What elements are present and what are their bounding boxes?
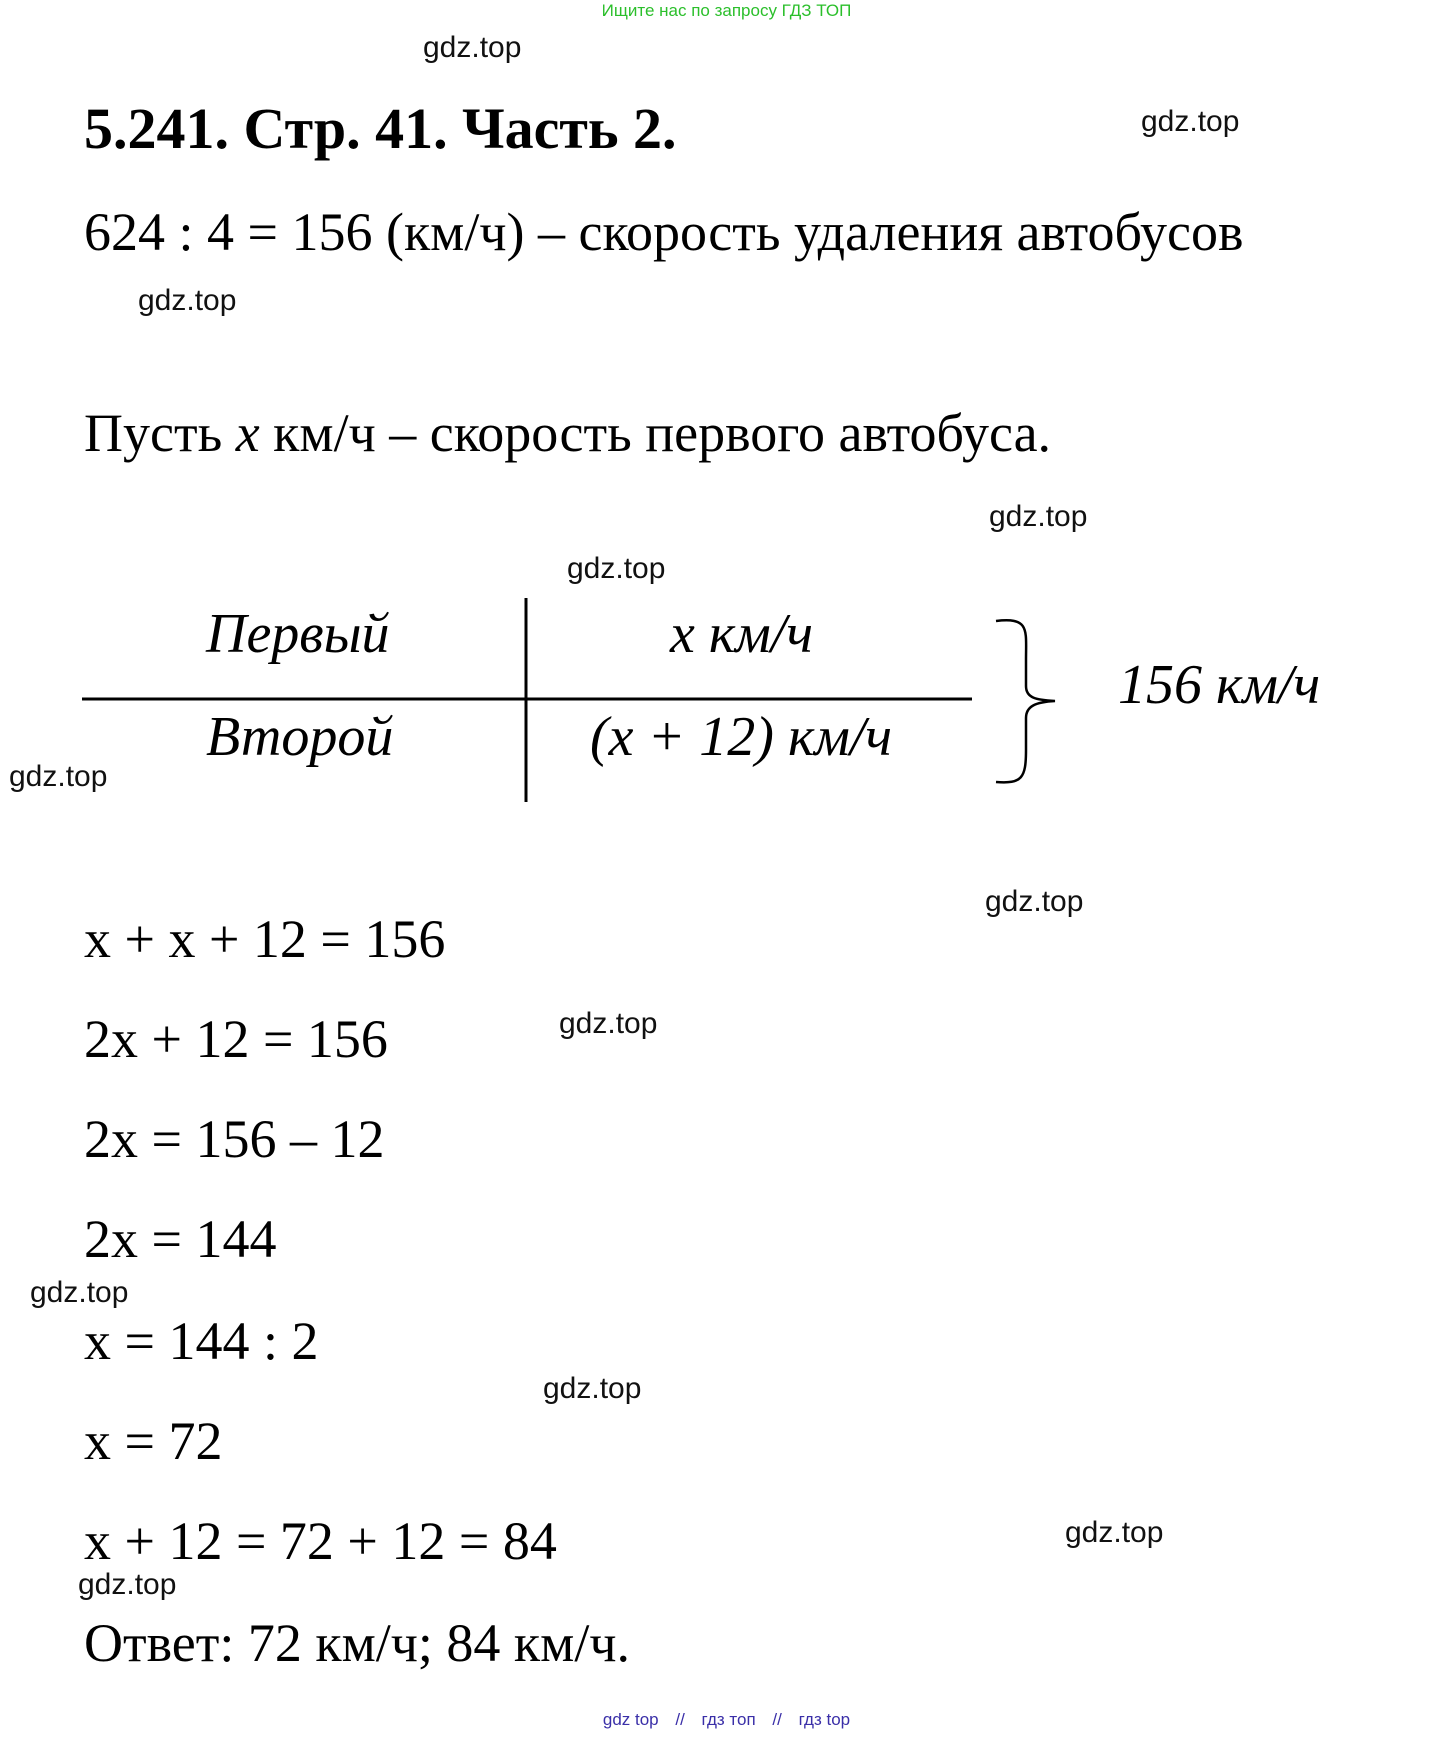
table-row-value-first: x км/ч xyxy=(670,603,814,665)
page-title: 5.241. Стр. 41. Часть 2. xyxy=(84,96,677,161)
top-banner[interactable]: Ищите нас по запросу ГДЗ ТОП xyxy=(601,1,852,20)
watermark: gdz.top xyxy=(30,1276,129,1309)
watermark: gdz.top xyxy=(138,284,237,317)
curly-brace xyxy=(996,620,1055,782)
let-prefix: Пусть xyxy=(84,403,236,463)
let-suffix: км/ч – скорость первого автобуса. xyxy=(259,403,1052,463)
table-row-label-second: Второй xyxy=(206,706,394,768)
table-row-label-first: Первый xyxy=(206,603,390,665)
answer: Ответ: 72 км/ч; 84 км/ч. xyxy=(84,1613,630,1673)
watermark: gdz.top xyxy=(78,1568,177,1601)
equation-5: x = 144 : 2 xyxy=(84,1311,319,1371)
let-variable: x xyxy=(235,403,260,463)
watermark: gdz.top xyxy=(9,760,108,793)
equation-3: 2x = 156 – 12 xyxy=(84,1109,385,1169)
watermark: gdz.top xyxy=(423,31,522,64)
equation-2: 2x + 12 = 156 xyxy=(84,1009,388,1069)
equation-1: x + x + 12 = 156 xyxy=(84,909,446,969)
watermark: gdz.top xyxy=(543,1372,642,1405)
bottom-link[interactable]: гдз топ xyxy=(701,1710,756,1729)
watermark: gdz.top xyxy=(567,552,666,585)
bottom-link[interactable]: gdz top xyxy=(602,1710,659,1729)
watermark: gdz.top xyxy=(1065,1516,1164,1549)
link-separator: // xyxy=(772,1710,782,1729)
equation-7: x + 12 = 72 + 12 = 84 xyxy=(84,1511,557,1571)
bottom-link[interactable]: гдз top xyxy=(798,1710,851,1729)
watermark: gdz.top xyxy=(985,885,1084,918)
table-row-value-second: (x + 12) км/ч xyxy=(590,706,893,768)
watermark: gdz.top xyxy=(559,1007,658,1040)
bottom-links xyxy=(0,1710,1453,1730)
link-separator: // xyxy=(675,1710,685,1729)
equation-4: 2x = 144 xyxy=(84,1209,277,1269)
speed-calculation: 624 : 4 = 156 (км/ч) – скорость удаления автобусов xyxy=(84,202,1244,262)
watermark: gdz.top xyxy=(989,500,1088,533)
equation-6: x = 72 xyxy=(84,1411,223,1471)
table-total: 156 км/ч xyxy=(1118,654,1321,716)
watermark: gdz.top xyxy=(1141,105,1240,138)
